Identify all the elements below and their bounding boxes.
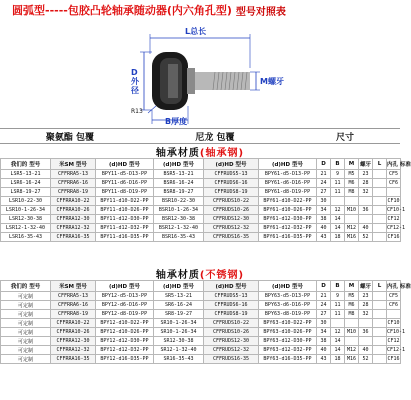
table-cell (345, 197, 359, 206)
section1-title: 轴承材质 (155, 148, 200, 159)
column-header: (d)HD 型号 (259, 159, 317, 170)
table-cell: BSR12-1-32-40 (154, 224, 204, 233)
table-cell: 43 (317, 355, 331, 364)
table-cell: 43 (317, 233, 331, 242)
table-cell: CF6 (387, 179, 401, 188)
table-cell: CF5 (387, 170, 401, 179)
table-cell (373, 355, 387, 364)
table-cell: 28 (359, 301, 373, 310)
table-cell: 18 (331, 355, 345, 364)
title-bar (0, 0, 400, 20)
table-cell: BSR6-16-24 (154, 179, 204, 188)
table-cell (373, 328, 387, 337)
table-cell: 可定制 (1, 319, 51, 328)
table-cell: CFFRRA8-19 (51, 188, 96, 197)
table-cell (373, 224, 387, 233)
table-row (1, 292, 401, 301)
table-row (1, 179, 401, 188)
table-cell: M6 (345, 301, 359, 310)
table-cell: BSR12-30-38 (154, 215, 204, 224)
table-cell: 38 (317, 215, 331, 224)
table-cell: CF10 (387, 320, 400, 326)
table-cell: CF10 (387, 198, 400, 204)
table-cell: 可定制 (1, 301, 51, 310)
table-cell: CFFRRA12-30 (51, 337, 96, 346)
table-cell: CFFRRA16-35 (51, 355, 96, 364)
table-cell: CFFRUDS12-32 (204, 346, 259, 355)
column-header: L (373, 281, 387, 292)
table-cell: CFFRUDS6-16 (204, 301, 259, 310)
table-cell: BPY12-d10-D22-PP (96, 319, 154, 328)
table-row (1, 206, 401, 215)
label-width: B厚度 (165, 117, 188, 126)
coating-nylon: 尼龙 包覆 (195, 132, 235, 143)
table-cell: 11 (331, 310, 345, 319)
table-cell: LSR10-22-30 (1, 197, 51, 206)
table-cell (345, 215, 359, 224)
table-cell: BPY11-d10-D26-PP (96, 206, 154, 215)
table-cell: 可定制 (1, 310, 51, 319)
table-cell: BPY61-d5-D13-PP (259, 170, 317, 179)
table-cell: CFFRRA12-32 (51, 346, 96, 355)
table-cell: CFFRRA12-32 (51, 224, 96, 233)
table-cell: BPY12-d6-D16-PP (96, 301, 154, 310)
table-cell: SR10-1-26-34 (154, 328, 204, 337)
table-cell: SR10-1-26-34 (154, 319, 204, 328)
table-cell: 14 (331, 337, 345, 346)
table-cell: BPY12-d5-D13-PP (96, 292, 154, 301)
table-cell (373, 337, 387, 346)
table-cell: CFFRUDS10-22 (204, 319, 259, 328)
label-diameter: D外径 (131, 68, 139, 95)
table-cell: 27 (317, 310, 331, 319)
table-cell: CF6 (387, 301, 401, 310)
table-cell: CF12-1 (387, 347, 406, 353)
table-cell: 可定制 (1, 328, 51, 337)
column-header: 我们的 型号 (1, 159, 51, 170)
spec-table-bearing-steel (0, 158, 411, 242)
column-header: (d)HD 型号 (204, 159, 259, 170)
table-cell: M6 (345, 179, 359, 188)
title-suffix: 型号对照表 (235, 6, 286, 18)
table-cell: BPY61-d12-D32-PP (259, 224, 317, 233)
table-cell: BPY63-d12-D32-PP (259, 346, 317, 355)
table-cell: CFFRRA5-13 (51, 170, 96, 179)
table-cell (359, 319, 373, 328)
table-cell: 30 (317, 319, 331, 328)
table-cell: CFFRUDS16-35 (204, 233, 259, 242)
table-cell: BPY63-d12-D30-PP (259, 337, 317, 346)
table-cell: 11 (331, 188, 345, 197)
table-cell: 14 (331, 346, 345, 355)
table-cell: BSR16-35-43 (154, 233, 204, 242)
table-cell: 38 (317, 337, 331, 346)
table-cell: 36 (359, 328, 373, 337)
table-cell: 40 (359, 224, 373, 233)
title-main: 包胶凸轮轴承随动器(内六角孔型) (67, 4, 232, 17)
table-cell (331, 319, 345, 328)
table-row (1, 188, 401, 197)
column-header: 我们的 型号 (1, 281, 51, 292)
table-cell: CFFRRA10-22 (51, 319, 96, 328)
table-cell: CF10-1 (387, 207, 406, 213)
table-cell: BPY11-d12-D30-PP (96, 215, 154, 224)
table-cell: BPY11-d10-D22-PP (96, 197, 154, 206)
table-cell: 52 (359, 355, 373, 364)
table-cell: 12 (331, 206, 345, 215)
table-cell: LSR12-30-38 (1, 215, 51, 224)
table-cell: BPY63-d5-D13-PP (259, 292, 317, 301)
table-cell: CFFRUDS12-30 (204, 215, 259, 224)
table-cell: 可定制 (1, 337, 51, 346)
section-title-bearing-steel (0, 144, 400, 157)
column-header: M (345, 281, 359, 292)
table-cell (373, 215, 387, 224)
table-cell: BPY61-d8-D19-PP (259, 188, 317, 197)
table-cell: M5 (345, 292, 359, 301)
table-cell: CFFRUDS12-32 (204, 224, 259, 233)
table-cell: 12 (331, 328, 345, 337)
title-dashes: ----- (45, 3, 68, 17)
column-header: (d)HD 型号 (259, 281, 317, 292)
table-cell: SR8-19-27 (154, 310, 204, 319)
table-cell: SR12-30-38 (154, 337, 204, 346)
table-cell: M10 (345, 206, 359, 215)
table-cell (387, 188, 401, 197)
flange (187, 68, 195, 94)
table-cell: 11 (331, 179, 345, 188)
table-cell: CFFRUDS12-30 (204, 337, 259, 346)
table-cell: 52 (359, 233, 373, 242)
table-cell: 28 (359, 179, 373, 188)
table-cell: M5 (345, 170, 359, 179)
column-header: L (373, 159, 387, 170)
table-header-row (1, 159, 401, 170)
column-header: 内孔 标准 (387, 159, 401, 170)
table-row (1, 301, 401, 310)
table-cell: M10 (345, 328, 359, 337)
table-cell: 可定制 (1, 292, 51, 301)
table-cell: CFFRRA6-16 (51, 179, 96, 188)
table-cell: 9 (331, 170, 345, 179)
table-cell (373, 292, 387, 301)
table-cell: 40 (359, 346, 373, 355)
table-row (1, 197, 401, 206)
table-cell (373, 197, 387, 206)
section-title-stainless (0, 266, 400, 279)
table-cell: BPY12-d16-D35-PP (96, 355, 154, 364)
table-cell: CF10-1 (387, 329, 406, 335)
table-cell: BPY61-d6-D16-PP (259, 179, 317, 188)
table-cell (331, 197, 345, 206)
table-cell: CFFRUDS8-19 (204, 188, 259, 197)
table-cell: BPY61-d16-D35-PP (259, 233, 317, 242)
table-cell: BPY11-d5-D13-PP (96, 170, 154, 179)
table-cell: M8 (345, 188, 359, 197)
table-header-row (1, 281, 401, 292)
table-cell: CFFRUDS16-35 (204, 355, 259, 364)
column-header: (d)HD 型号 (154, 159, 204, 170)
table-cell: 14 (331, 215, 345, 224)
column-header: (d)HD 型号 (96, 159, 154, 170)
table-cell: SR16-35-43 (154, 355, 204, 364)
table-cell: 21 (317, 170, 331, 179)
spec-table-stainless (0, 280, 411, 364)
coating-pu: 聚氨酯 包覆 (45, 132, 95, 143)
table-cell: CFFRRA8-19 (51, 310, 96, 319)
table-cell: CFFRRA10-22 (51, 197, 96, 206)
table-cell (373, 301, 387, 310)
table-cell: LSR10-1-26-34 (1, 206, 51, 215)
table-cell (373, 170, 387, 179)
table-cell: BPY12-d8-D19-PP (96, 310, 154, 319)
table-cell: BPY63-d10-D26-PP (259, 328, 317, 337)
table-row (1, 328, 401, 337)
table-cell (373, 346, 387, 355)
table-cell: BSR10-22-30 (154, 197, 204, 206)
table-cell: CFFRUDS10-26 (204, 328, 259, 337)
table-cell: BPY61-d12-D30-PP (259, 215, 317, 224)
table-cell: 11 (331, 301, 345, 310)
table-cell: CF12 (387, 338, 400, 344)
column-header: B (331, 159, 345, 170)
table-cell (345, 319, 359, 328)
column-header: M (345, 159, 359, 170)
table-cell: 21 (317, 292, 331, 301)
coating-header (0, 128, 400, 144)
label-length: L总长 (185, 27, 207, 36)
column-header: 螺牙 (359, 281, 373, 292)
label-thread: M螺牙 (260, 77, 284, 86)
table-cell: 可定制 (1, 346, 51, 355)
table-cell: 34 (317, 328, 331, 337)
table-cell: LSR12-1-32-40 (1, 224, 51, 233)
title-prefix: 圆弧型 (12, 4, 45, 17)
table-cell: 可定制 (1, 355, 51, 364)
table-cell: CFFRUDS10-26 (204, 206, 259, 215)
table-cell: BPY63-d6-D16-PP (259, 301, 317, 310)
table-cell: LSR5-13-21 (1, 170, 51, 179)
table-cell: BSR8-19-27 (154, 188, 204, 197)
table-row (1, 215, 401, 224)
table-cell: CFFRRA5-13 (51, 292, 96, 301)
table-cell: 32 (359, 188, 373, 197)
table-row (1, 310, 401, 319)
table-row (1, 346, 401, 355)
table-cell: CFFRUDS5-13 (204, 292, 259, 301)
column-header: 米SM 型号 (51, 281, 96, 292)
table-cell: 24 (317, 179, 331, 188)
table-cell: CFFRRA12-30 (51, 215, 96, 224)
column-header: (d)HD 型号 (96, 281, 154, 292)
table-cell: CFFRRA10-26 (51, 328, 96, 337)
section2-title: 轴承材质 (155, 270, 200, 281)
table-row (1, 170, 401, 179)
table-cell: SR12-1-32-40 (154, 346, 204, 355)
table-cell: CFFRUDS8-19 (204, 310, 259, 319)
table-cell: CF12-1 (387, 225, 406, 231)
section2-paren: (不锈钢) (199, 270, 245, 281)
column-header: D (317, 281, 331, 292)
table-cell: CFFRRA6-16 (51, 301, 96, 310)
table-cell (387, 310, 401, 319)
table-cell: LSR6-16-24 (1, 179, 51, 188)
table-cell: BSR10-1-26-34 (154, 206, 204, 215)
table-cell: BPY11-d12-D32-PP (96, 224, 154, 233)
table-cell (373, 310, 387, 319)
product-diagram (0, 20, 400, 128)
table-cell: CFFRRA10-26 (51, 206, 96, 215)
column-header: (d)HD 型号 (154, 281, 204, 292)
table-cell: 30 (317, 197, 331, 206)
table-cell (373, 188, 387, 197)
table-cell: 36 (359, 206, 373, 215)
table-row (1, 337, 401, 346)
column-header: 螺牙 (359, 159, 373, 170)
table-cell: BSR5-13-21 (154, 170, 204, 179)
table-cell: CFFRUDS10-22 (204, 197, 259, 206)
table-cell: 40 (317, 224, 331, 233)
table-cell (359, 337, 373, 346)
table-cell: BPY11-d16-D35-PP (96, 233, 154, 242)
table-cell: BPY11-d6-D16-PP (96, 179, 154, 188)
table-cell: 40 (317, 346, 331, 355)
table-cell: 18 (331, 233, 345, 242)
size-header: 尺寸 (335, 132, 354, 143)
table-cell: SR5-13-21 (154, 292, 204, 301)
table-cell: CF12 (387, 216, 400, 222)
table-cell (359, 215, 373, 224)
table-cell: 32 (359, 310, 373, 319)
table-cell (373, 179, 387, 188)
table-cell (359, 197, 373, 206)
label-radius: R13 (131, 108, 143, 115)
table-row (1, 233, 401, 242)
table-cell: BPY63-d8-D19-PP (259, 310, 317, 319)
table-row (1, 319, 401, 328)
table-cell: BPY61-d10-D22-PP (259, 197, 317, 206)
table-cell: 23 (359, 292, 373, 301)
table-cell: M16 (345, 355, 359, 364)
column-header: (d)HD 型号 (204, 281, 259, 292)
table-cell: CF16 (387, 356, 400, 362)
table-cell (345, 337, 359, 346)
table-cell: SR6-16-24 (154, 301, 204, 310)
table-cell: M8 (345, 310, 359, 319)
table-cell: M16 (345, 233, 359, 242)
table-cell: 23 (359, 170, 373, 179)
table-cell: BPY11-d8-D19-PP (96, 188, 154, 197)
table-cell: 9 (331, 292, 345, 301)
table-cell: BPY61-d10-D26-PP (259, 206, 317, 215)
table-cell: 34 (317, 206, 331, 215)
table-cell: 14 (331, 224, 345, 233)
table-cell: CF5 (387, 292, 401, 301)
table-cell: BPY12-d12-D32-PP (96, 346, 154, 355)
table-cell (373, 206, 387, 215)
table-cell: BPY12-d12-D30-PP (96, 337, 154, 346)
table-cell: BPY63-d10-D22-PP (259, 319, 317, 328)
table-cell: 24 (317, 301, 331, 310)
table-cell: CFFRRA16-35 (51, 233, 96, 242)
table-cell: BPY63-d16-D35-PP (259, 355, 317, 364)
table-row (1, 355, 401, 364)
column-header: B (331, 281, 345, 292)
table-cell: CFFRUDS5-13 (204, 170, 259, 179)
table-cell (373, 319, 387, 328)
table-cell: CFFRUDS6-16 (204, 179, 259, 188)
table-cell: BPY12-d10-D26-PP (96, 328, 154, 337)
table-cell: LSR16-35-43 (1, 233, 51, 242)
column-header: 内孔 标准 (387, 281, 401, 292)
column-header: 米SM 型号 (51, 159, 96, 170)
table-cell: M12 (345, 346, 359, 355)
table-cell (373, 233, 387, 242)
table-cell: CF16 (387, 234, 400, 240)
table-row (1, 224, 401, 233)
section1-paren: (轴承钢) (199, 148, 245, 159)
table-cell: M12 (345, 224, 359, 233)
column-header: D (317, 159, 331, 170)
table-cell: 27 (317, 188, 331, 197)
table-cell: LSR8-19-27 (1, 188, 51, 197)
